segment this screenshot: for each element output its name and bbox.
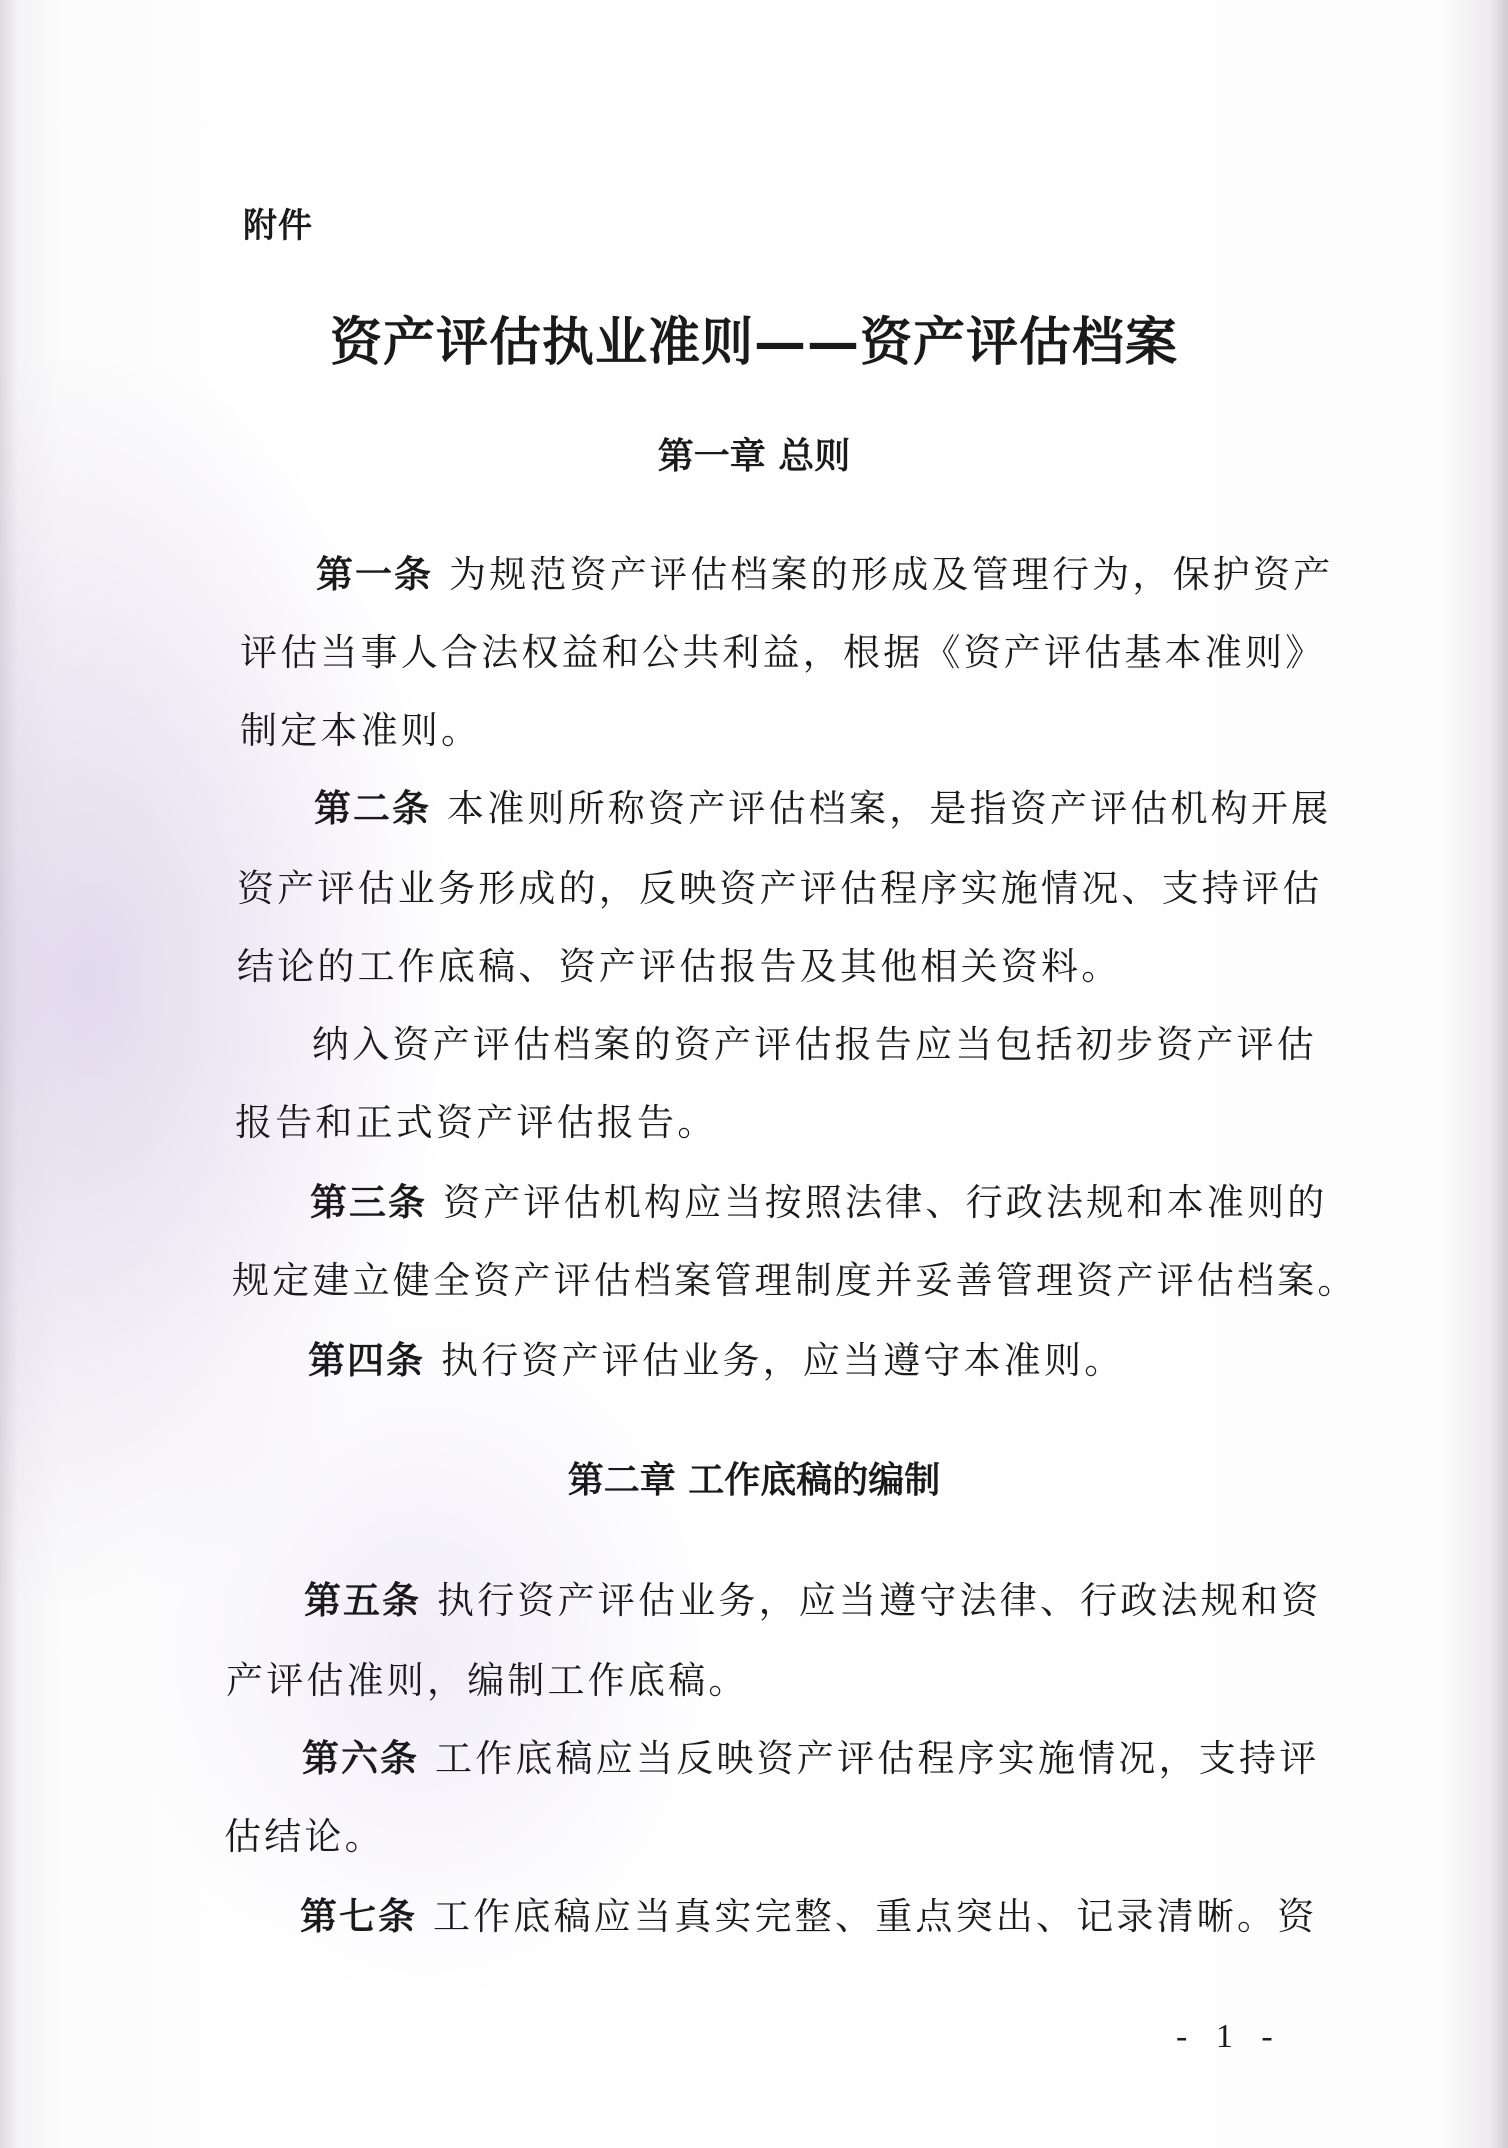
line-text: 本准则所称资产评估档案，是指资产评估机构开展: [447, 787, 1332, 830]
line-text: 资产评估业务形成的，反映资产评估程序实施情况、支持评估: [237, 867, 1323, 910]
article-label: 第六条: [302, 1737, 419, 1780]
article-label: 第二条: [314, 787, 431, 830]
line-text: 产评估准则，编制工作底稿。: [226, 1659, 749, 1702]
paragraph-line: [312, 1014, 1317, 1068]
line-text: 结论的工作底稿、资产评估报告及其他相关资料。: [237, 945, 1122, 988]
article-label: 第七条: [300, 1895, 417, 1938]
line-text: 工作底稿应当反映资产评估程序实施情况，支持评: [435, 1737, 1320, 1780]
article-label: 第四条: [308, 1339, 425, 1382]
line-text: 执行资产评估业务，应当遵守法律、行政法规和资: [437, 1579, 1322, 1622]
line-text: 资产评估机构应当按照法律、行政法规和本准则的: [443, 1181, 1328, 1224]
paragraph-line: [232, 1250, 1358, 1304]
line-text: 执行资产评估业务，应当遵守本准则。: [441, 1339, 1125, 1382]
page-number: - 1 -: [1176, 2018, 1283, 2055]
paragraph-line: [226, 1650, 749, 1704]
line-text: 工作底稿应当真实完整、重点突出、记录清晰。资: [433, 1895, 1318, 1938]
paragraph-line: [235, 1092, 717, 1146]
paragraph-line: [237, 936, 1121, 990]
line-text: 制定本准则。: [240, 709, 482, 752]
article-label: 第一条: [316, 553, 433, 596]
paragraph-line: [310, 1172, 1327, 1226]
article-label: 第五条: [304, 1579, 421, 1622]
paragraph-line: [308, 1330, 1124, 1384]
paragraph-line: [302, 1728, 1319, 1782]
line-text: 报告和正式资产评估报告。: [235, 1101, 718, 1144]
paragraph-line: [240, 622, 1325, 676]
paragraph-line: [237, 858, 1322, 912]
paragraph-line: [314, 778, 1331, 832]
line-text: 评估当事人合法权益和公共利益，根据《资产评估基本准则》: [240, 631, 1326, 674]
line-text: 纳入资产评估档案的资产评估报告应当包括初步资产评估: [312, 1023, 1317, 1066]
article-label: 第三条: [310, 1181, 427, 1224]
paragraph-line: [224, 1806, 385, 1860]
paragraph-line: [300, 1886, 1317, 1940]
line-text: 为规范资产评估档案的形成及管理行为，保护资产: [449, 553, 1334, 596]
paragraph-line: [240, 700, 481, 754]
attachment-label: 附件: [243, 206, 313, 246]
line-text: 规定建立健全资产评估档案管理制度并妥善管理资产评估档案。: [232, 1259, 1358, 1302]
chapter-heading: 第一章 总则: [657, 436, 851, 477]
document-title: 资产评估执业准则——资产评估档案: [329, 312, 1178, 373]
chapter-heading: 第二章 工作底稿的编制: [567, 1460, 941, 1501]
paragraph-line: [304, 1570, 1321, 1624]
line-text: 估结论。: [224, 1815, 385, 1858]
paragraph-line: [316, 544, 1333, 598]
